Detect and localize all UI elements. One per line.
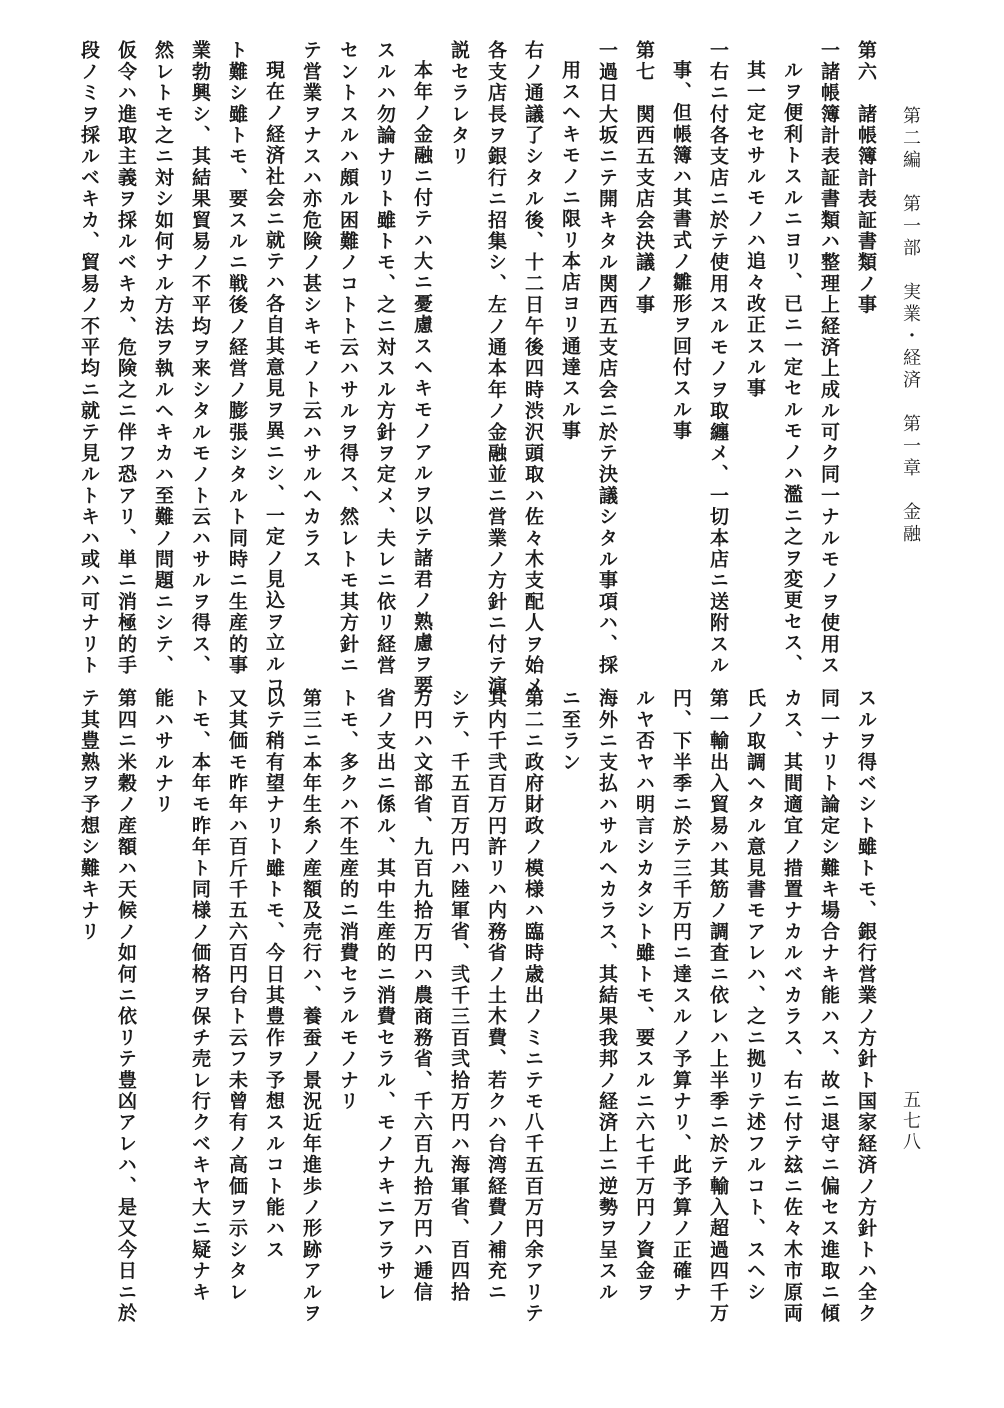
text-column: テ営業ヲナスハ亦危険ノ甚シキモノト云ハサルヘカラス <box>300 40 322 570</box>
text-column: 第四ニ米穀ノ産額ハ天候ノ如何ニ依リテ豊凶アレハ、是又今日ニ於 <box>115 688 137 1324</box>
text-column: ト難シ雖トモ、要スルニ戦後ノ経営ノ膨張シタルト同時ニ生産的事 <box>226 40 248 676</box>
text-column: 仮令ハ進取主義ヲ採ルベキカ、危険之ニ伴フ恐アリ、単ニ消極的手 <box>115 40 137 676</box>
text-column: 右ノ通議了シタル後、十二日午後四時渋沢頭取ハ佐々木支配人ヲ始メ <box>522 40 544 698</box>
text-column: 第六 諸帳簿計表証書類ノ事 <box>855 40 877 316</box>
text-column: カス、其間適宜ノ措置ナカルベカラス、右ニ付テ玆ニ佐々木市原両 <box>781 688 803 1324</box>
text-column: 其内千弐百万円許リハ内務省ノ土木費、若クハ台湾経費ノ補充ニ <box>485 688 507 1303</box>
text-column: 本年ノ金融ニ付テハ大ニ憂慮スヘキモノアルヲ以テ諸君ノ熟慮ヲ要 <box>411 60 433 696</box>
text-column: 然レトモ之ニ対シ如何ナル方法ヲ執ルヘキカハ至難ノ問題ニシテ、 <box>152 40 174 676</box>
text-column: 万円ハ文部省、九百九拾万円ハ農商務省、千六百九拾万円ハ逓信 <box>411 688 433 1303</box>
text-column: 第七 関西五支店会決議ノ事 <box>633 40 655 316</box>
text-column: 同一ナリト論定シ難キ場合ナキ能ハス、故ニ退守ニ偏セス進取ニ傾 <box>818 688 840 1324</box>
text-column: セントスルハ頗ル困難ノコトト云ハサルヲ得ス、然レトモ其方針ニ <box>337 40 359 676</box>
text-column: 一右ニ付各支店ニ於テ使用スルモノヲ取纏メ、一切本店ニ送附スル <box>707 40 729 676</box>
text-column: 第三ニ本年生糸ノ産額及売行ハ、養蚕ノ景況近年進歩ノ形跡アルヲ <box>300 688 322 1324</box>
text-column: 第一輸出入貿易ハ其筋ノ調査ニ依レハ上半季ニ於テ輸入超過四千万 <box>707 688 729 1324</box>
text-column: 一諸帳簿計表証書類ハ整理上経済上成ル可ク同一ナルモノヲ使用ス <box>818 40 840 676</box>
text-column: 用スヘキモノニ限リ本店ヨリ通達スル事 <box>559 60 581 442</box>
text-column: 海外ニ支払ハサルヘカラス、其結果我邦ノ経済上ニ逆勢ヲ呈スル <box>596 688 618 1303</box>
text-column: 事、但帳簿ハ其書式ノ雛形ヲ回付スル事 <box>670 60 692 442</box>
text-column: 段ノミヲ採ルベキカ、貿易ノ不平均ニ就テ見ルトキハ或ハ可ナリト <box>78 40 100 676</box>
text-column: テ其豊熟ヲ予想シ難キナリ <box>78 688 100 943</box>
page-number: 五七八 <box>900 1090 921 1153</box>
text-column: 説セラレタリ <box>448 40 470 168</box>
running-header: 第二編 第一部 実業・経済 第一章 金融 <box>900 106 921 546</box>
text-column: 円、下半季ニ於テ三千万円ニ達スルノ予算ナリ、此予算ノ正確ナ <box>670 688 692 1303</box>
text-column: 氏ノ取調ヘタル意見書モアレハ、之ニ拠リテ述フルコト、スヘシ <box>744 688 766 1303</box>
text-column: ルヤ否ヤハ明言シカタシト雖トモ、要スルニ六七千万円ノ資金ヲ <box>633 688 655 1303</box>
text-column: トモ、本年モ昨年ト同様ノ価格ヲ保チ売レ行クベキヤ大ニ疑ナキ <box>189 688 211 1303</box>
text-column: 以テ稍有望ナリト雖トモ、今日其豊作ヲ予想スルコト能ハス <box>263 688 285 1261</box>
text-column: 其一定セサルモノハ追々改正スル事 <box>744 60 766 400</box>
text-column: 業勃興シ、其結果貿易ノ不平均ヲ来シタルモノト云ハサルヲ得ス、 <box>189 40 211 676</box>
text-column: 一過日大坂ニテ開キタル関西五支店会ニ於テ決議シタル事項ハ、採 <box>596 40 618 677</box>
text-column: スルヲ得ベシト雖トモ、銀行営業ノ方針ト国家経済ノ方針トハ全ク <box>855 688 877 1324</box>
text-column: 又其価モ昨年ハ百斤千五六百円台ト云フ未曾有ノ高価ヲ示シタレ <box>226 688 248 1303</box>
text-column: ルヲ便利トスルニヨリ、已ニ一定セルモノハ濫ニ之ヲ変更セス、 <box>781 60 803 675</box>
text-column: ニ至ラン <box>559 688 581 773</box>
text-column: 省ノ支出ニ係ル、其中生産的ニ消費セラル、モノナキニアラサレ <box>374 688 396 1303</box>
text-column: スルハ勿論ナリト雖トモ、之ニ対スル方針ヲ定メ、夫レニ依リ経営 <box>374 40 396 676</box>
text-column: 現在ノ経済社会ニ就テハ各自其意見ヲ異ニシ、一定ノ見込ヲ立ルコ <box>263 60 285 696</box>
text-column: 第二ニ政府財政ノ模様ハ臨時歳出ノミニテモ八千五百万円余アリテ <box>522 688 544 1324</box>
text-column: 能ハサルナリ <box>152 688 174 816</box>
text-column: 各支店長ヲ銀行ニ招集シ、左ノ通本年ノ金融並ニ営業ノ方針ニ付テ演 <box>485 40 507 698</box>
text-column: シテ、千五百万円ハ陸軍省、弐千三百弐拾万円ハ海軍省、百四拾 <box>448 688 470 1303</box>
text-column: トモ、多クハ不生産的ニ消費セラルモノナリ <box>337 688 359 1112</box>
